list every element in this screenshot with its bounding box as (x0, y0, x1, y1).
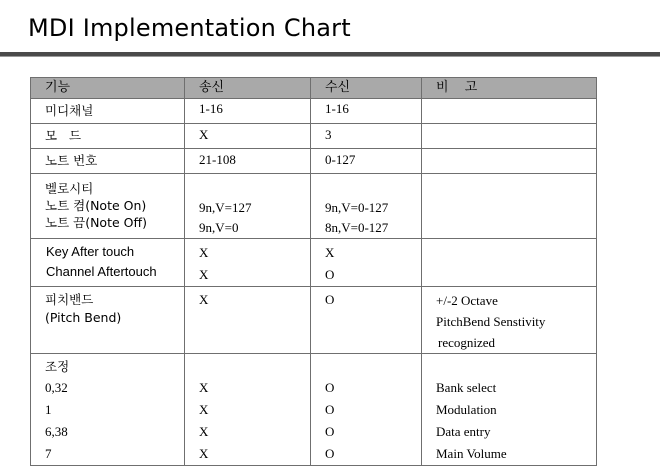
note-on-label: 노트 켬(Note On) (45, 198, 147, 213)
velocity-tx-off: 9n,V=0 (199, 220, 239, 235)
control-num-2: 6,38 (45, 424, 68, 439)
control-rx-0: O (325, 380, 335, 395)
control-remark-2: Data entry (436, 424, 491, 439)
velocity-label-cell (31, 174, 185, 239)
table-row (31, 354, 597, 466)
key-aftertouch-rx: X (325, 245, 335, 260)
velocity-tx-cell (185, 174, 311, 239)
control-remark-1: Modulation (436, 402, 497, 417)
key-aftertouch-tx: X (199, 245, 209, 260)
table-row (31, 287, 597, 354)
velocity-rx-on: 9n,V=0-127 (325, 200, 389, 215)
channel-aftertouch-label: Channel Aftertouch (46, 264, 157, 279)
note-number-label: 노트 번호 (31, 149, 185, 174)
midi-channel-remark (422, 99, 597, 124)
aftertouch-remark (422, 239, 597, 287)
table-header-row (31, 78, 597, 99)
key-aftertouch-label: Key After touch (46, 244, 135, 259)
control-tx-0: X (199, 380, 209, 395)
channel-aftertouch-rx: O (325, 267, 335, 282)
pitch-bend-remark-3: recognized (438, 335, 496, 350)
control-remark-cell (422, 354, 597, 466)
table-row (31, 174, 597, 239)
control-remark-0: Bank select (436, 380, 497, 395)
pitch-bend-remark-1: +/-2 Octave (436, 293, 498, 308)
control-num-0: 0,32 (45, 380, 68, 395)
midi-channel-rx: 1-16 (311, 99, 422, 124)
channel-aftertouch-tx: X (199, 267, 209, 282)
velocity-remark (422, 174, 597, 239)
control-tx-1: X (199, 402, 209, 417)
pitch-bend-tx: X (185, 287, 311, 354)
header-remarks: 비 고 (422, 78, 597, 99)
control-rx-2: O (325, 424, 335, 439)
mode-tx: X (185, 124, 311, 149)
velocity-tx-on: 9n,V=127 (199, 200, 252, 215)
control-tx-3: X (199, 446, 209, 461)
header-receive: 수신 (311, 78, 422, 99)
note-number-remark (422, 149, 597, 174)
midi-implementation-table (30, 77, 597, 466)
control-num-3: 7 (45, 446, 52, 461)
control-label: 조정 (45, 359, 70, 374)
control-rx-3: O (325, 446, 335, 461)
table-row (31, 99, 597, 124)
table-row (31, 149, 597, 174)
note-off-label: 노트 끔(Note Off) (45, 215, 147, 230)
control-label-cell (31, 354, 185, 466)
velocity-rx-off: 8n,V=0-127 (325, 220, 389, 235)
pitch-bend-remark-cell (422, 287, 597, 354)
table-row (31, 239, 597, 287)
control-rx-1: O (325, 402, 335, 417)
midi-channel-label: 미디채널 (31, 99, 185, 124)
aftertouch-rx-cell (311, 239, 422, 287)
mode-remark (422, 124, 597, 149)
control-tx-cell (185, 354, 311, 466)
header-transmit: 송신 (185, 78, 311, 99)
mode-label: 모 드 (31, 124, 185, 149)
note-number-tx: 21-108 (185, 149, 311, 174)
pitch-bend-remark-2: PitchBend Senstivity (436, 314, 546, 329)
pitch-bend-rx: O (311, 287, 422, 354)
control-tx-2: X (199, 424, 209, 439)
aftertouch-tx-cell (185, 239, 311, 287)
pitch-bend-label: 피치밴드 (45, 292, 94, 307)
mode-rx: 3 (311, 124, 422, 149)
velocity-label: 벨로시티 (45, 181, 94, 196)
midi-channel-tx: 1-16 (185, 99, 311, 124)
header-function: 기능 (31, 78, 185, 99)
control-remark-3: Main Volume (436, 446, 507, 461)
control-num-1: 1 (45, 402, 52, 417)
table-row (31, 124, 597, 149)
note-number-rx: 0-127 (311, 149, 422, 174)
aftertouch-label-cell (31, 239, 185, 287)
control-rx-cell (311, 354, 422, 466)
velocity-rx-cell (311, 174, 422, 239)
pitch-bend-label-cell (31, 287, 185, 354)
title-divider (0, 52, 660, 57)
page-title: MDI Implementation Chart (28, 14, 351, 42)
pitch-bend-label-en: (Pitch Bend) (45, 310, 122, 325)
